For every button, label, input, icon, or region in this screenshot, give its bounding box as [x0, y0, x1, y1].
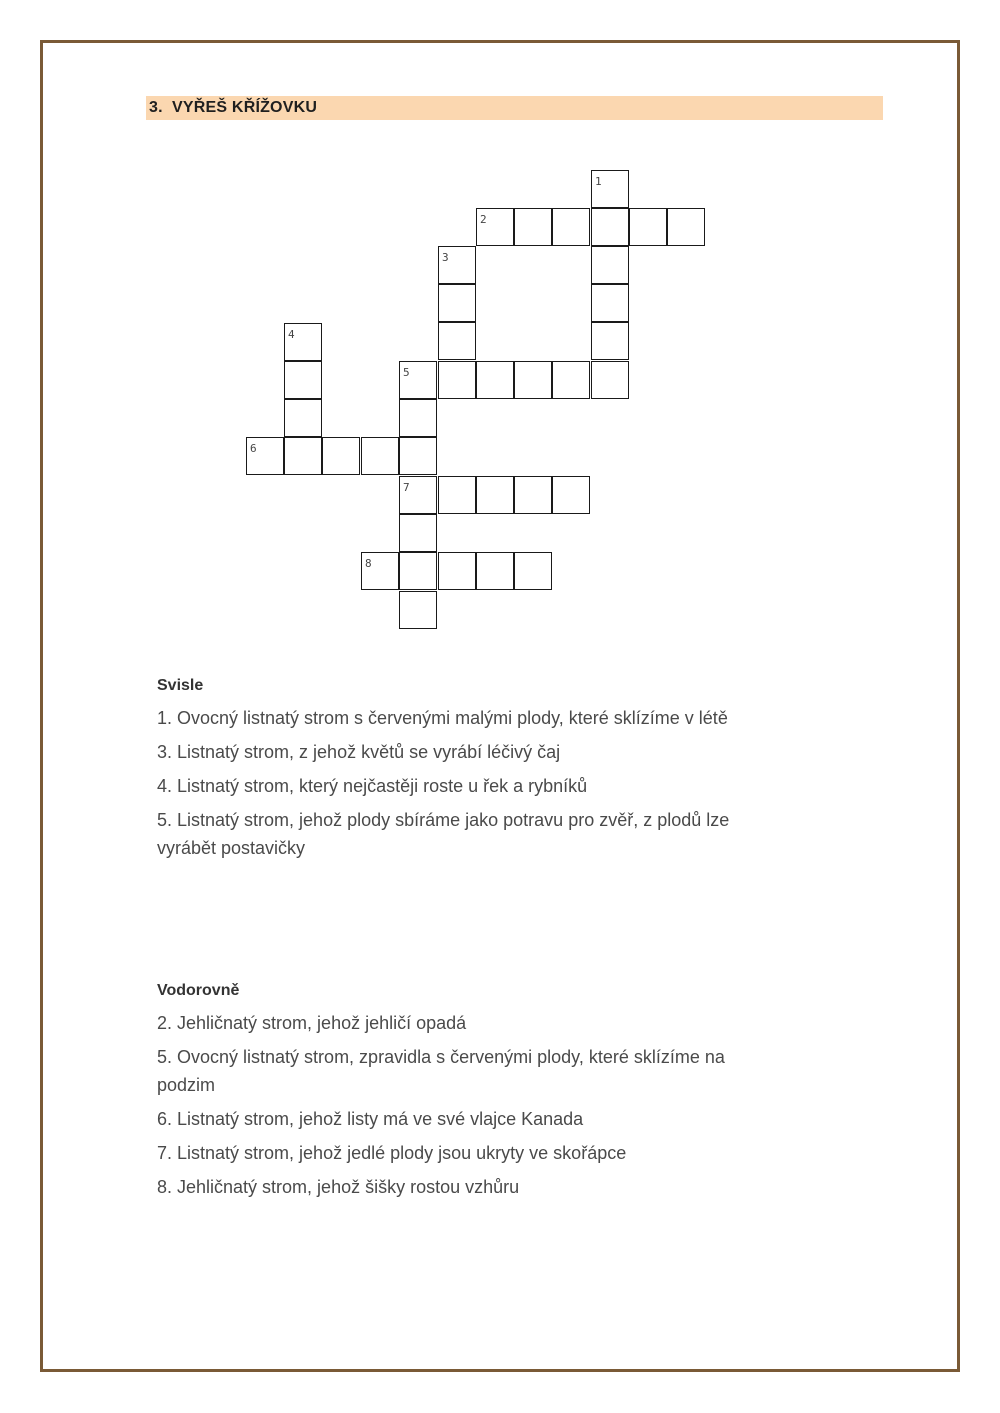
crossword-cell[interactable] — [284, 323, 322, 361]
clue-item: 4. Listnatý strom, který nejčastěji roste u řek a rybníků — [157, 776, 588, 796]
crossword-cell[interactable] — [399, 591, 437, 629]
crossword-cell[interactable] — [591, 361, 629, 399]
crossword-cell[interactable] — [322, 437, 360, 475]
horizontal-clue-list — [157, 1009, 737, 1207]
crossword-cell[interactable] — [629, 208, 667, 246]
crossword-cell[interactable] — [552, 361, 590, 399]
clue-item: 5. Ovocný listnatý strom, zpravidla s červenými plody, které sklízíme na podzim — [157, 1047, 725, 1095]
clue-number-8: 8 — [365, 557, 372, 570]
crossword-cell[interactable] — [399, 476, 437, 514]
clue-item: 7. Listnatý strom, jehož jedlé plody jsou ukryty ve skořápce — [157, 1143, 627, 1163]
clue-number-3: 3 — [442, 251, 449, 264]
crossword-cell[interactable] — [284, 437, 322, 475]
section-heading — [149, 99, 317, 117]
crossword-cell[interactable] — [438, 284, 476, 322]
crossword-cell[interactable] — [514, 552, 552, 590]
clue-item: 8. Jehličnatý strom, jehož šišky rostou vzhůru — [157, 1177, 520, 1197]
clue-number-1: 1 — [595, 175, 602, 188]
clue-item: 2. Jehličnatý strom, jehož jehličí opadá — [157, 1013, 467, 1033]
crossword-cell[interactable] — [552, 208, 590, 246]
clue-item: 1. Ovocný listnatý strom s červenými malými plody, které sklízíme v létě — [157, 708, 728, 728]
clue-number-7: 7 — [403, 481, 410, 494]
clue-item: 6. Listnatý strom, jehož listy má ve své vlajce Kanada — [157, 1109, 584, 1129]
crossword-cell[interactable] — [514, 208, 552, 246]
crossword-cell[interactable] — [361, 552, 399, 590]
crossword-cell[interactable] — [399, 361, 437, 399]
clue-number-2: 2 — [480, 213, 487, 226]
crossword-cell[interactable] — [591, 208, 629, 246]
crossword-cell[interactable] — [399, 514, 437, 552]
horizontal-clues-title: Vodorovně — [157, 982, 240, 999]
clue-item: 3. Listnatý strom, z jehož květů se vyrábí léčivý čaj — [157, 742, 561, 762]
heading-number: 3. — [149, 99, 163, 116]
clue-number-6: 6 — [250, 442, 257, 455]
clue-number-4: 4 — [288, 328, 295, 341]
crossword-cell[interactable] — [284, 399, 322, 437]
crossword-cell[interactable] — [399, 437, 437, 475]
crossword-cell[interactable] — [476, 476, 514, 514]
crossword-cell[interactable] — [438, 361, 476, 399]
vertical-clue-list — [157, 704, 737, 868]
crossword-cell[interactable] — [552, 476, 590, 514]
crossword-cell[interactable] — [438, 322, 476, 360]
crossword-cell[interactable] — [476, 361, 514, 399]
crossword-cell[interactable] — [591, 246, 629, 284]
crossword-cell[interactable] — [438, 476, 476, 514]
crossword-cell[interactable] — [667, 208, 705, 246]
crossword-cell[interactable] — [361, 437, 399, 475]
vertical-clues-title: Svisle — [157, 677, 204, 694]
heading-title: VYŘEŠ KŘÍŽOVKU — [172, 99, 318, 116]
crossword-cell[interactable] — [591, 284, 629, 322]
crossword-cell[interactable] — [591, 170, 629, 208]
crossword-cell[interactable] — [591, 322, 629, 360]
crossword-cell[interactable] — [399, 399, 437, 437]
crossword-cell[interactable] — [476, 208, 514, 246]
clue-item: 5. Listnatý strom, jehož plody sbíráme jako potravu pro zvěř, z plodů lze vyrábět postavičky — [157, 810, 730, 858]
crossword-cell[interactable] — [438, 246, 476, 284]
crossword-cell[interactable] — [514, 361, 552, 399]
crossword-cell[interactable] — [399, 552, 437, 590]
crossword-cell[interactable] — [246, 437, 284, 475]
crossword-cell[interactable] — [476, 552, 514, 590]
crossword-cell[interactable] — [284, 361, 322, 399]
clue-number-5: 5 — [403, 366, 410, 379]
crossword-cell[interactable] — [514, 476, 552, 514]
crossword-cell[interactable] — [438, 552, 476, 590]
